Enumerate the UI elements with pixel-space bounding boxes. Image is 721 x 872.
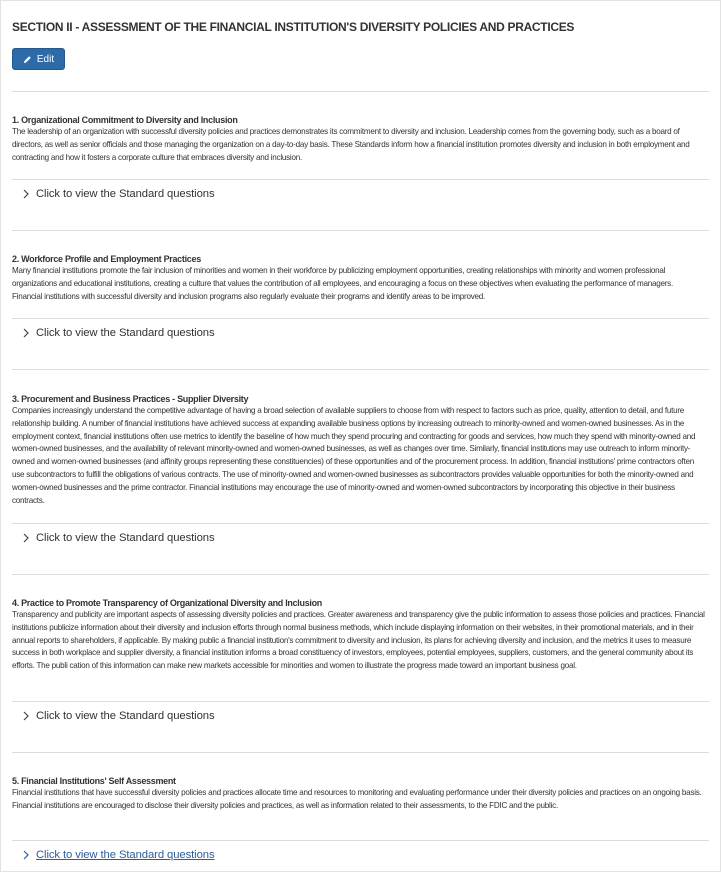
section-3 xyxy=(12,393,705,507)
section-1 xyxy=(12,114,705,164)
section-4 xyxy=(12,597,705,673)
standard-questions-toggle-4[interactable] xyxy=(22,708,215,724)
divider xyxy=(12,230,709,231)
divider xyxy=(12,179,709,180)
section-2 xyxy=(12,253,705,303)
divider xyxy=(12,91,709,92)
divider xyxy=(12,369,709,370)
standard-questions-toggle-3[interactable] xyxy=(22,530,215,546)
section-5 xyxy=(12,775,705,813)
toggle-label: Click to view the Standard questions xyxy=(36,532,215,544)
section-body: The leadership of an organization with successful diversity policies and practices demonstrates its commitment to diversity and inclusion. Leadership comes from the governing body, such as a board of directors, as well as senior officials and those managing the organization on a day-to-day basis. These Standards inform how a financial institution promotes diversity and inclusion in both employment and contracting and how it fosters a corporate culture that embraces diversity and inclusion. xyxy=(12,127,690,162)
chevron-right-icon xyxy=(22,711,30,721)
divider xyxy=(12,752,709,753)
pencil-icon xyxy=(23,55,32,64)
section-heading: 2. Workforce Profile and Employment Practices xyxy=(12,254,201,264)
toggle-label: Click to view the Standard questions xyxy=(36,327,215,339)
divider xyxy=(12,701,709,702)
standard-questions-toggle-5[interactable] xyxy=(22,847,215,863)
section-heading: 3. Procurement and Business Practices - Supplier Diversity xyxy=(12,394,249,404)
section-heading: 1. Organizational Commitment to Diversity and Inclusion xyxy=(12,115,238,125)
chevron-right-icon xyxy=(22,189,30,199)
section-heading: 5. Financial Institutions' Self Assessment xyxy=(12,776,176,786)
section-body: Companies increasingly understand the competitive advantage of having a broad selection of available suppliers to choose from with respect to factors such as price, quality, attention to detail, and future relationship building. A number of financial institutions have achieved success at expanding available business options by increasing outreach to minority-owned and women-owned businesses. As in the employment context, financial institutions often use metrics to identify the baseline of how much they spend procuring and contracting for goods and services, how much they spend with minority-owned and women-owned businesses, and the availability of relevant minority-owned and women-owned businesses, as well as changes over time. Similarly, financial institutions may use outreach to inform minority-owned and women-owned businesses (and affinity groups representing these constituencies) of these opportunities and of the procurement process. In addition, financial institutions' prime contractors often use subcontractors to fulfill the obligations of various contracts. The use of minority-owned and women-owned businesses as subcontractors provides valuable opportunities for both the minority-owned and women-owned businesses and the prime contractor. Financial institutions may encourage the use of minority-owned and women-owned subcontractors by incorporating this objective in their business contracts. xyxy=(12,406,696,505)
divider xyxy=(12,318,709,319)
section-body: Financial institutions that have successful diversity policies and practices allocate time and resources to monitoring and evaluating performance under their diversity policies and practices on an ongoing basis. Financial institutions are encouraged to disclose their diversity policies and practices, as well as information related to their assessments, to the FDIC and the public. xyxy=(12,788,702,810)
divider xyxy=(12,574,709,575)
chevron-right-icon xyxy=(22,850,30,860)
standard-questions-toggle-2[interactable] xyxy=(22,325,215,341)
edit-button[interactable] xyxy=(12,48,65,70)
section-body: Many financial institutions promote the fair inclusion of minorities and women in their workforce by publicizing employment opportunities, creating relationships with minority and women professional organizations and educational institutions, creating a culture that values the contribution of all employees, and encouraging a focus on these objectives when evaluating the performance of managers. Financial institutions with successful diversity and inclusion programs also regularly evaluate their programs and identify areas to be improved. xyxy=(12,266,673,301)
chevron-right-icon xyxy=(22,328,30,338)
chevron-right-icon xyxy=(22,533,30,543)
toggle-label: Click to view the Standard questions xyxy=(36,710,215,722)
page-title: SECTION II - ASSESSMENT OF THE FINANCIAL INSTITUTION'S DIVERSITY POLICIES AND PRACTICES xyxy=(12,20,575,34)
section-body: Transparency and publicity are important aspects of assessing diversity policies and practices. Greater awareness and transparency give the public information to assess those policies and practices. Financial institutions publicize information about their diversity and inclusion efforts through normal business methods, which include displaying information on their websites, in their promotional materials, and in their annual reports to shareholders, if applicable. By making public a financial institution's commitment to diversity and inclusion, its plans for achieving diversity and inclusion, and the metrics it uses to measure success in both workplace and supplier diversity, a financial institution informs a broad constituency of investors, employees, potential employees, suppliers, customers, and the general community about its efforts. The publi cation of this information can make new markets accessible for minorities and women to illustrate the progress made toward an important business goal. xyxy=(12,610,705,671)
edit-button-label: Edit xyxy=(36,53,55,65)
toggle-label: Click to view the Standard questions xyxy=(36,188,215,200)
standard-questions-toggle-1[interactable] xyxy=(22,186,215,202)
divider xyxy=(12,840,709,841)
section-heading: 4. Practice to Promote Transparency of Organizational Diversity and Inclusion xyxy=(12,598,322,608)
divider xyxy=(12,523,709,524)
toggle-label: Click to view the Standard questions xyxy=(36,849,215,861)
